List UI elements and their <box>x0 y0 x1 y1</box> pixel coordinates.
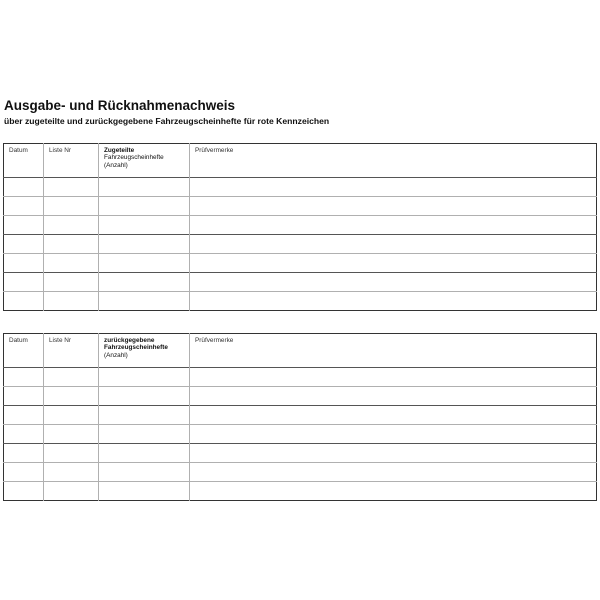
table-row <box>4 254 597 273</box>
cell-pruefvermerke[interactable] <box>190 197 597 216</box>
table-row <box>4 292 597 311</box>
cell-liste-nr[interactable] <box>44 292 99 311</box>
table-row <box>4 368 597 387</box>
cell-datum[interactable] <box>4 444 44 463</box>
table-row <box>4 178 597 197</box>
cell-datum[interactable] <box>4 463 44 482</box>
document-title: Ausgabe- und Rücknahmenachweis <box>4 98 236 113</box>
cell-liste-nr[interactable] <box>44 368 99 387</box>
header-zugeteilte-hefte <box>99 144 190 178</box>
cell-anzahl[interactable] <box>99 235 190 254</box>
ruecknahme-table <box>3 333 597 501</box>
cell-liste-nr[interactable] <box>44 178 99 197</box>
table-row <box>4 216 597 235</box>
header-heft-anzahl: (Anzahl) <box>104 161 128 169</box>
cell-liste-nr[interactable] <box>44 197 99 216</box>
table-header-row <box>4 334 597 368</box>
cell-anzahl[interactable] <box>99 387 190 406</box>
cell-pruefvermerke[interactable] <box>190 254 597 273</box>
cell-anzahl[interactable] <box>99 425 190 444</box>
table-row <box>4 444 597 463</box>
cell-pruefvermerke[interactable] <box>190 425 597 444</box>
header-datum: Datum <box>9 337 28 344</box>
cell-anzahl[interactable] <box>99 254 190 273</box>
cell-datum[interactable] <box>4 482 44 501</box>
header-liste-nr: Liste Nr <box>44 334 99 368</box>
cell-datum[interactable] <box>4 406 44 425</box>
table-row <box>4 197 597 216</box>
cell-anzahl[interactable] <box>99 292 190 311</box>
cell-pruefvermerke[interactable] <box>190 444 597 463</box>
cell-datum[interactable] <box>4 425 44 444</box>
cell-liste-nr[interactable] <box>44 482 99 501</box>
cell-anzahl[interactable] <box>99 444 190 463</box>
cell-pruefvermerke[interactable] <box>190 406 597 425</box>
cell-datum[interactable] <box>4 178 44 197</box>
header-pruefvermerke: Prüfvermerke <box>190 144 597 178</box>
cell-pruefvermerke[interactable] <box>190 292 597 311</box>
cell-pruefvermerke[interactable] <box>190 368 597 387</box>
cell-pruefvermerke[interactable] <box>190 273 597 292</box>
table-header-row <box>4 144 597 178</box>
table-row <box>4 387 597 406</box>
document-subtitle: über zugeteilte und zurückgegebene Fahrzeugscheinhefte für rote Kennzeichen <box>4 116 330 126</box>
header-pruefvermerke: Prüfvermerke <box>190 334 597 368</box>
cell-pruefvermerke[interactable] <box>190 387 597 406</box>
cell-pruefvermerke[interactable] <box>190 178 597 197</box>
cell-datum[interactable] <box>4 387 44 406</box>
cell-pruefvermerke[interactable] <box>190 216 597 235</box>
header-zurueckgegebene-hefte <box>99 334 190 368</box>
table-row <box>4 406 597 425</box>
cell-anzahl[interactable] <box>99 406 190 425</box>
cell-anzahl[interactable] <box>99 178 190 197</box>
cell-datum[interactable] <box>4 368 44 387</box>
cell-liste-nr[interactable] <box>44 216 99 235</box>
cell-datum[interactable] <box>4 273 44 292</box>
table-row <box>4 235 597 254</box>
cell-datum[interactable] <box>4 216 44 235</box>
cell-liste-nr[interactable] <box>44 425 99 444</box>
table-row <box>4 463 597 482</box>
cell-liste-nr[interactable] <box>44 254 99 273</box>
header-liste-nr: Liste Nr <box>44 144 99 178</box>
cell-pruefvermerke[interactable] <box>190 463 597 482</box>
cell-anzahl[interactable] <box>99 463 190 482</box>
cell-anzahl[interactable] <box>99 482 190 501</box>
ausgabe-table <box>3 143 597 311</box>
header-datum: Datum <box>9 147 28 154</box>
cell-datum[interactable] <box>4 235 44 254</box>
cell-datum[interactable] <box>4 292 44 311</box>
cell-anzahl[interactable] <box>99 216 190 235</box>
cell-datum[interactable] <box>4 197 44 216</box>
cell-liste-nr[interactable] <box>44 444 99 463</box>
header-heft-bold: zurückgegebene <box>104 337 155 344</box>
cell-liste-nr[interactable] <box>44 235 99 254</box>
cell-liste-nr[interactable] <box>44 463 99 482</box>
cell-pruefvermerke[interactable] <box>190 235 597 254</box>
cell-liste-nr[interactable] <box>44 273 99 292</box>
cell-liste-nr[interactable] <box>44 387 99 406</box>
table-row <box>4 425 597 444</box>
table-row <box>4 482 597 501</box>
header-heft-bold: Zugeteilte <box>104 147 135 154</box>
cell-pruefvermerke[interactable] <box>190 482 597 501</box>
cell-datum[interactable] <box>4 254 44 273</box>
header-heft-line2: Fahrzeugscheinhefte <box>104 154 164 162</box>
cell-anzahl[interactable] <box>99 273 190 292</box>
header-heft-anzahl: (Anzahl) <box>104 351 128 359</box>
header-heft-line2: Fahrzeugscheinhefte <box>104 344 168 352</box>
cell-anzahl[interactable] <box>99 368 190 387</box>
cell-anzahl[interactable] <box>99 197 190 216</box>
table-row <box>4 273 597 292</box>
cell-liste-nr[interactable] <box>44 406 99 425</box>
